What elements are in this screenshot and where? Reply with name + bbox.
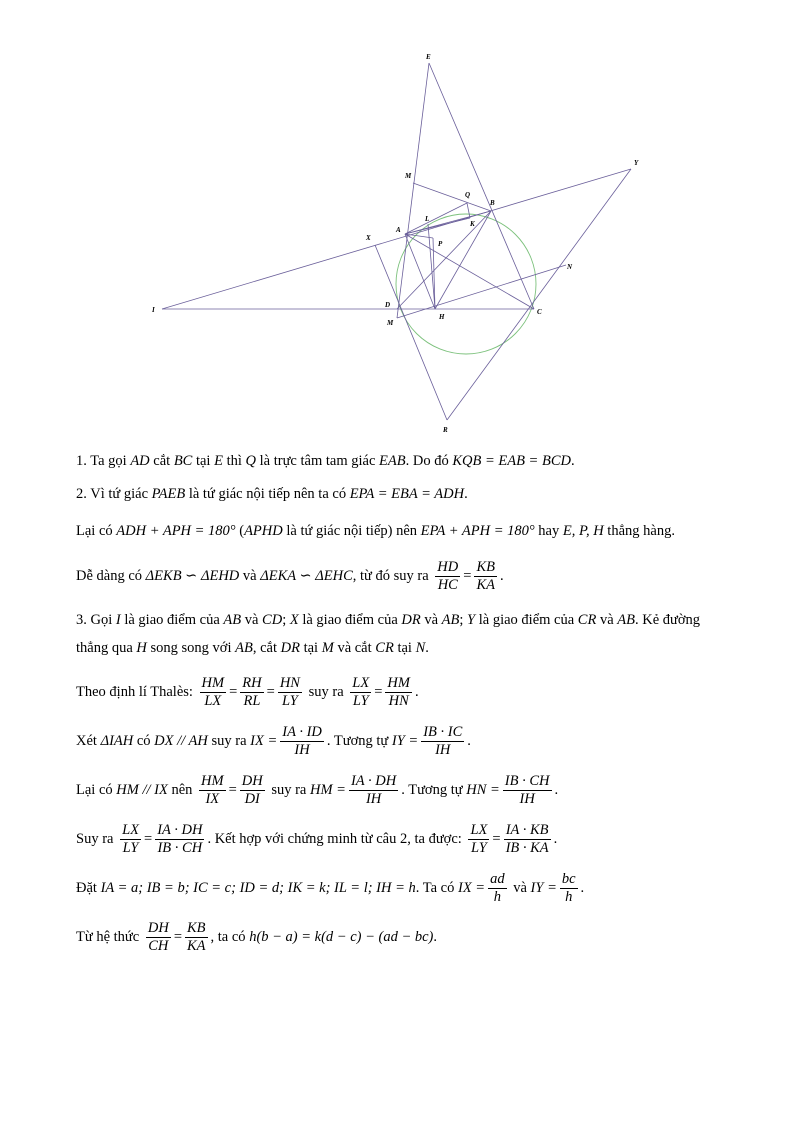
label-Y: Y [634,159,639,167]
line-QK [467,203,470,218]
math: H [136,640,147,656]
text: . [553,831,558,847]
denominator: RL [243,693,261,710]
equals: = [144,831,153,847]
definitions: IA = a; IB = b; IC = c; ID = d; IK = k; IL = l; IH = h [100,880,416,896]
denominator: DI [244,791,260,808]
line-AC [405,234,534,309]
equals: = [374,684,383,700]
fraction [385,675,412,710]
fraction [474,559,497,594]
line-BH [435,211,491,309]
fraction [349,773,398,808]
label-A: A [396,226,401,234]
text: là giao điểm của [124,612,220,628]
text: . Ta có [415,880,455,896]
label-R: R [443,426,448,434]
label-C: C [537,308,542,316]
denominator: LX [204,693,222,710]
denominator: IH [435,742,451,759]
text: , ta có [210,929,246,945]
text: . Kẻ đường thẳng qua [76,612,701,656]
equation: h(b − a) = k(d − c) − (ad − bc) [249,929,434,945]
paragraph-6 [76,673,721,711]
numerator: RH [242,675,262,692]
solution-text [76,450,721,967]
fraction [504,822,551,857]
paragraph-10 [76,869,721,907]
label-M-top: M [405,172,412,180]
label-H: H [439,313,445,321]
equation: ADH + APH = 180° [116,523,236,539]
text: . [425,640,429,656]
fraction [278,675,302,710]
fraction [240,773,265,808]
numerator: KB [187,920,206,937]
paragraph-8 [76,771,721,809]
text: Suy ra [76,831,114,847]
math: M [321,640,334,656]
equals: = [463,568,472,584]
text: là trực tâm tam giác [259,453,376,469]
paragraph-2 [76,483,721,505]
text: . [433,929,438,945]
text: 3. Gọi [76,612,113,628]
equals: = [266,684,275,700]
numerator: HM [387,675,410,692]
paragraph-4 [76,557,721,595]
numerator: ad [490,871,505,888]
fraction [200,675,227,710]
math: N [415,640,426,656]
label-B: B [490,199,495,207]
numerator: IA · DH [157,822,203,839]
label-N: N [567,263,573,271]
fraction [560,871,578,906]
math: CR [375,640,394,656]
text: 2. Vì tứ giác [76,486,149,502]
label-D: D [385,301,391,309]
denominator: HC [437,577,458,594]
denominator: IX [205,791,220,808]
numerator: KB [476,559,495,576]
fraction [488,871,507,906]
text: Lại có [76,523,113,539]
line-AQ [405,203,467,234]
math: ΔIAH [100,733,134,749]
text: suy ra [271,782,307,798]
label-M-bottom: M [387,319,394,327]
text: suy ra [308,684,344,700]
math: IX = [250,733,278,749]
line-XR [375,245,447,420]
fraction [240,675,263,710]
math-E: E [214,453,223,469]
text: Xét [76,733,97,749]
math: DX // AH [154,733,208,749]
math-APHD: APHD [244,523,283,539]
text: là tứ giác nội tiếp nên ta có [188,486,347,502]
text: . [554,782,559,798]
numerator: DH [241,773,263,790]
text: có [136,733,151,749]
paragraph-3 [76,516,721,546]
fraction [503,773,552,808]
text: suy ra [211,733,247,749]
equation: EPA + APH = 180° [420,523,535,539]
math: HM = [310,782,346,798]
text: ; [459,612,464,628]
denominator: IB · KA [505,840,549,857]
text: ( [239,523,245,539]
denominator: IH [294,742,310,759]
label-L: L [425,215,430,223]
text: . Kết hợp với chứng minh từ câu 2, ta được: [207,831,462,847]
text: , cắt [252,640,277,656]
math-points: E, P, H [562,523,604,539]
text: và [424,612,439,628]
text: thì [226,453,242,469]
paragraph-1 [76,450,721,472]
math-AD: AD [130,453,150,469]
numerator: HD [437,559,459,576]
text: là giao điểm của [302,612,398,628]
equals: = [492,831,501,847]
text: nên [171,782,193,798]
fraction [280,724,324,759]
line-AH [405,234,435,309]
math-Q: Q [245,453,256,469]
numerator: HM [201,773,224,790]
math: X [289,612,299,628]
numerator: IB · IC [423,724,463,741]
math: AB [223,612,242,628]
numerator: IA · DH [350,773,397,790]
math-EAB: EAB [379,453,406,469]
math: IY = [530,880,557,896]
fraction [435,559,460,594]
math: AB [441,612,460,628]
math: HN = [466,782,500,798]
denominator: HN [388,693,409,710]
label-E: E [426,53,431,61]
numerator: IA · ID [282,724,322,741]
text: . [467,733,471,749]
denominator: LY [470,840,487,857]
text: song song với [150,640,232,656]
text: ; [282,612,287,628]
fraction [421,724,464,759]
text: . [464,486,468,502]
denominator: LY [122,840,139,857]
text: và [599,612,614,628]
math: CR [577,612,597,628]
text: Đặt [76,880,97,896]
text: . [499,568,504,584]
text: . [580,880,585,896]
denominator: KA [187,938,206,955]
text: 1. Ta gọi [76,453,127,469]
text: . Tương tự [401,782,463,798]
text: Lại có [76,782,113,798]
numerator: LX [122,822,140,839]
denominator: h [493,889,501,906]
line-EC [429,63,534,309]
fraction [199,773,226,808]
fraction [155,822,204,857]
label-P: P [438,240,443,248]
math: I [115,612,121,628]
label-Q: Q [465,191,471,199]
paragraph-11 [76,918,721,956]
line-BD [397,211,491,309]
geometry-figure [148,44,668,436]
similarity: ΔEKB ∽ ΔEHD [145,568,240,584]
math: IX = [458,880,486,896]
numerator: LX [352,675,370,692]
line-YR [447,169,631,420]
math: AB [235,640,253,656]
math: CD [262,612,283,628]
fraction [120,822,141,857]
denominator: IH [365,791,382,808]
line-ED [397,63,429,318]
text: . Tương tự [326,733,389,749]
text: . Do đó [405,453,449,469]
numerator: HM [201,675,225,692]
label-K: K [470,220,475,228]
text: cắt [153,453,171,469]
fraction [146,920,171,955]
text: là tứ giác nội tiếp) nên [286,523,418,539]
text: tại [303,640,319,656]
text: hay [538,523,560,539]
line-MB [413,183,491,211]
text: Dễ dàng có [76,568,143,584]
math: IY = [391,733,419,749]
geometry-diagram [148,44,668,436]
paragraph-9 [76,820,721,858]
label-I: I [152,306,155,314]
equals: = [173,929,182,945]
text: . [414,684,419,700]
text: và cắt [337,640,372,656]
denominator: LY [281,693,298,710]
equation: EPA = EBA = ADH [349,486,465,502]
denominator: IH [519,791,535,808]
denominator: IB · CH [157,840,203,857]
text: , từ đó suy ra [352,568,429,584]
circumcircle [396,214,536,354]
math: DR [280,640,300,656]
denominator: CH [148,938,169,955]
text: . [570,453,575,469]
numerator: HN [279,675,300,692]
fraction [468,822,489,857]
numerator: DH [147,920,169,937]
text: và [513,880,527,896]
similarity: ΔEKA ∽ ΔEHC [260,568,353,584]
math: DR [401,612,421,628]
fraction [350,675,371,710]
denominator: h [565,889,573,906]
paragraph-5 [76,606,721,662]
text: tại [195,453,211,469]
text: và [244,612,259,628]
math: Y [467,612,476,628]
math-PAEB: PAEB [151,486,186,502]
denominator: KA [476,577,495,594]
text: Theo định lí Thalès: [76,684,193,700]
numerator: IB · CH [504,773,550,790]
numerator: bc [561,871,576,888]
equation: KQB = EAB = BCD [452,453,571,469]
math: AB [617,612,635,628]
numerator: LX [470,822,488,839]
fraction [185,920,208,955]
paragraph-7 [76,722,721,760]
math-BC: BC [173,453,193,469]
text: tại [397,640,412,656]
text: và [242,568,257,584]
math: HM // IX [116,782,168,798]
text: thẳng hàng. [607,523,675,539]
equals: = [229,684,238,700]
equals: = [228,782,237,798]
numerator: IA · KB [504,822,551,840]
text: Từ hệ thức [76,929,140,945]
denominator: LY [352,693,369,710]
text: là giao điểm của [478,612,575,628]
label-X: X [366,234,371,242]
